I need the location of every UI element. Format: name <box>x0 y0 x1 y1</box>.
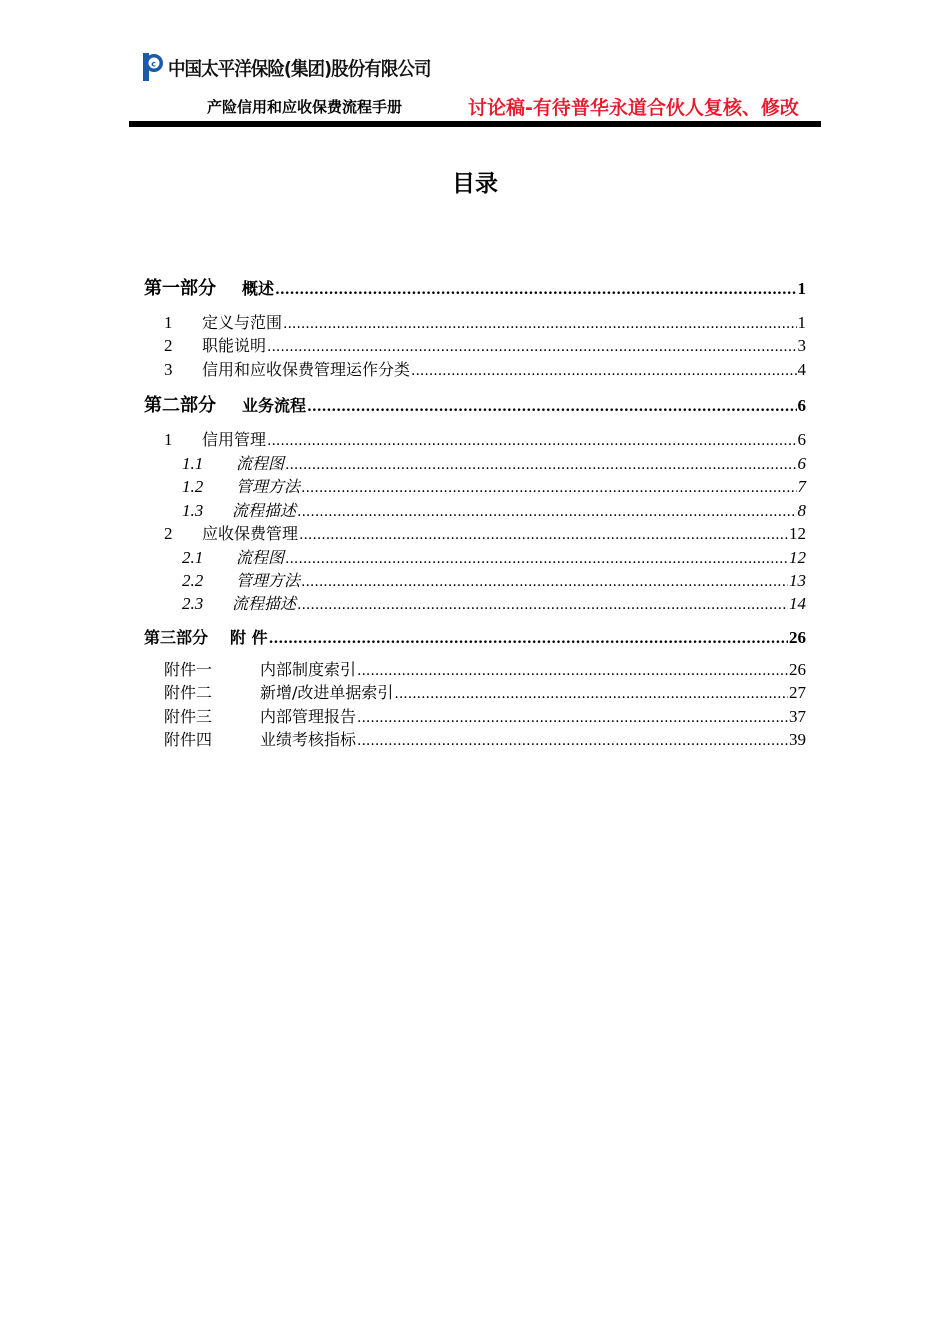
toc-entry-label: 内部管理报告 <box>260 707 357 726</box>
dot-leader <box>357 730 788 750</box>
toc-entry-label: 信用管理 <box>202 430 267 449</box>
toc-entry-page: 14 <box>789 594 806 613</box>
dot-leader <box>299 524 788 544</box>
toc-entry-page: 7 <box>797 477 806 496</box>
toc-title: 目录 <box>452 171 498 197</box>
toc-entry-number: 1 <box>164 430 173 449</box>
toc-entry-page: 27 <box>789 683 806 702</box>
toc-entry-label: 流程描述 <box>232 501 297 520</box>
dot-leader <box>269 627 788 648</box>
toc-entry-number: 第二部分 <box>144 395 216 416</box>
toc-entry-number: 1.3 <box>182 501 204 520</box>
toc-entry-page: 26 <box>789 628 806 647</box>
company-name: 中国太平洋保险(集团)股份有限公司 <box>168 57 431 80</box>
toc-entry-page: 6 <box>797 430 806 449</box>
toc-entry-page: 4 <box>797 360 806 379</box>
toc-entry-label: 业务流程 <box>242 396 307 415</box>
dot-leader <box>394 683 788 703</box>
toc-entry-number: 附件一 <box>164 660 213 679</box>
toc-entry-label: 新增/改进单据索引 <box>260 683 394 702</box>
toc-entry-label: 概述 <box>242 279 275 298</box>
toc-entry-page: 6 <box>797 454 806 473</box>
toc-entry-number: 3 <box>164 360 173 379</box>
toc-entry-number: 2 <box>164 336 173 355</box>
dot-leader <box>301 571 788 591</box>
toc-entry-number: 1.2 <box>182 477 204 496</box>
toc-entry[interactable] <box>182 498 806 521</box>
dot-leader <box>301 477 796 497</box>
toc-entry-page: 12 <box>789 548 806 567</box>
toc-entry[interactable] <box>164 357 806 380</box>
dot-leader <box>267 336 796 356</box>
toc-entry-number: 2.2 <box>182 571 204 590</box>
toc-entry[interactable] <box>164 680 806 703</box>
dot-leader <box>357 707 788 727</box>
header-divider <box>129 121 821 127</box>
toc-entry[interactable] <box>164 427 806 450</box>
toc-entry-label: 流程图 <box>236 454 285 473</box>
document-title: 产险信用和应收保费流程手册 <box>207 98 403 116</box>
toc-entry-number: 1.1 <box>182 454 204 473</box>
toc-entry-number: 2.1 <box>182 548 204 567</box>
toc-entry-label: 内部制度索引 <box>260 660 357 679</box>
dot-leader <box>285 454 796 474</box>
toc-entry[interactable] <box>182 474 806 497</box>
toc-entry[interactable] <box>182 545 806 568</box>
toc-entry-number: 2.3 <box>182 594 204 613</box>
toc-entry-part1[interactable] <box>144 274 806 300</box>
toc-entry-label: 职能说明 <box>202 336 267 355</box>
toc-entry-page: 1 <box>797 279 806 298</box>
dot-leader <box>411 360 796 380</box>
toc-entry-part3[interactable] <box>144 625 806 648</box>
dot-leader <box>357 660 788 680</box>
toc-entry[interactable] <box>164 521 806 544</box>
dot-leader <box>285 548 788 568</box>
company-logo <box>142 50 453 84</box>
toc-entry-page: 13 <box>789 571 806 590</box>
toc-entry-number: 附件四 <box>164 730 213 749</box>
dot-leader <box>297 501 796 521</box>
dot-leader <box>267 430 796 450</box>
toc-entry-label: 附 件 <box>230 628 268 647</box>
toc-entry-label: 管理方法 <box>236 571 301 590</box>
toc-entry-part2[interactable] <box>144 391 806 417</box>
toc-entry[interactable] <box>164 727 806 750</box>
toc-entry[interactable] <box>164 333 806 356</box>
dot-leader <box>283 313 796 333</box>
toc-entry-number: 附件二 <box>164 683 213 702</box>
toc-entry-page: 37 <box>789 707 806 726</box>
toc-entry-label: 流程描述 <box>232 594 297 613</box>
toc-entry-label: 业绩考核指标 <box>260 730 357 749</box>
toc-entry-number: 1 <box>164 313 173 332</box>
dot-leader <box>275 278 796 299</box>
toc-entry-label: 信用和应收保费管理运作分类 <box>202 360 411 379</box>
toc-entry-page: 26 <box>789 660 806 679</box>
toc-entry[interactable] <box>182 591 806 614</box>
toc-entry-page: 8 <box>797 501 806 520</box>
toc-entry-label: 应收保费管理 <box>202 524 299 543</box>
toc-entry[interactable] <box>182 568 806 591</box>
toc-entry-number: 第三部分 <box>144 628 209 647</box>
toc-entry-label: 流程图 <box>236 548 285 567</box>
toc-entry[interactable] <box>182 451 806 474</box>
toc-entry-page: 3 <box>797 336 806 355</box>
toc-entry-page: 1 <box>797 313 806 332</box>
svg-text:c: c <box>151 59 157 69</box>
toc-entry-page: 39 <box>789 730 806 749</box>
page-header <box>0 0 950 130</box>
toc-entry-page: 6 <box>797 396 806 415</box>
toc-entry-number: 第一部分 <box>144 278 216 299</box>
toc-entry-label: 管理方法 <box>236 477 301 496</box>
draft-notice: 讨论稿-有待普华永道合伙人复核、修改 <box>468 97 799 119</box>
toc-entry[interactable] <box>164 704 806 727</box>
dot-leader <box>297 594 788 614</box>
dot-leader <box>307 395 796 416</box>
toc-entry-label: 定义与范围 <box>202 313 283 332</box>
cpic-logo-icon <box>142 52 164 82</box>
toc-entry[interactable] <box>164 310 806 333</box>
toc-entry-number: 附件三 <box>164 707 213 726</box>
toc-entry[interactable] <box>164 657 806 680</box>
toc-entry-page: 12 <box>789 524 806 543</box>
toc-entry-number: 2 <box>164 524 173 543</box>
